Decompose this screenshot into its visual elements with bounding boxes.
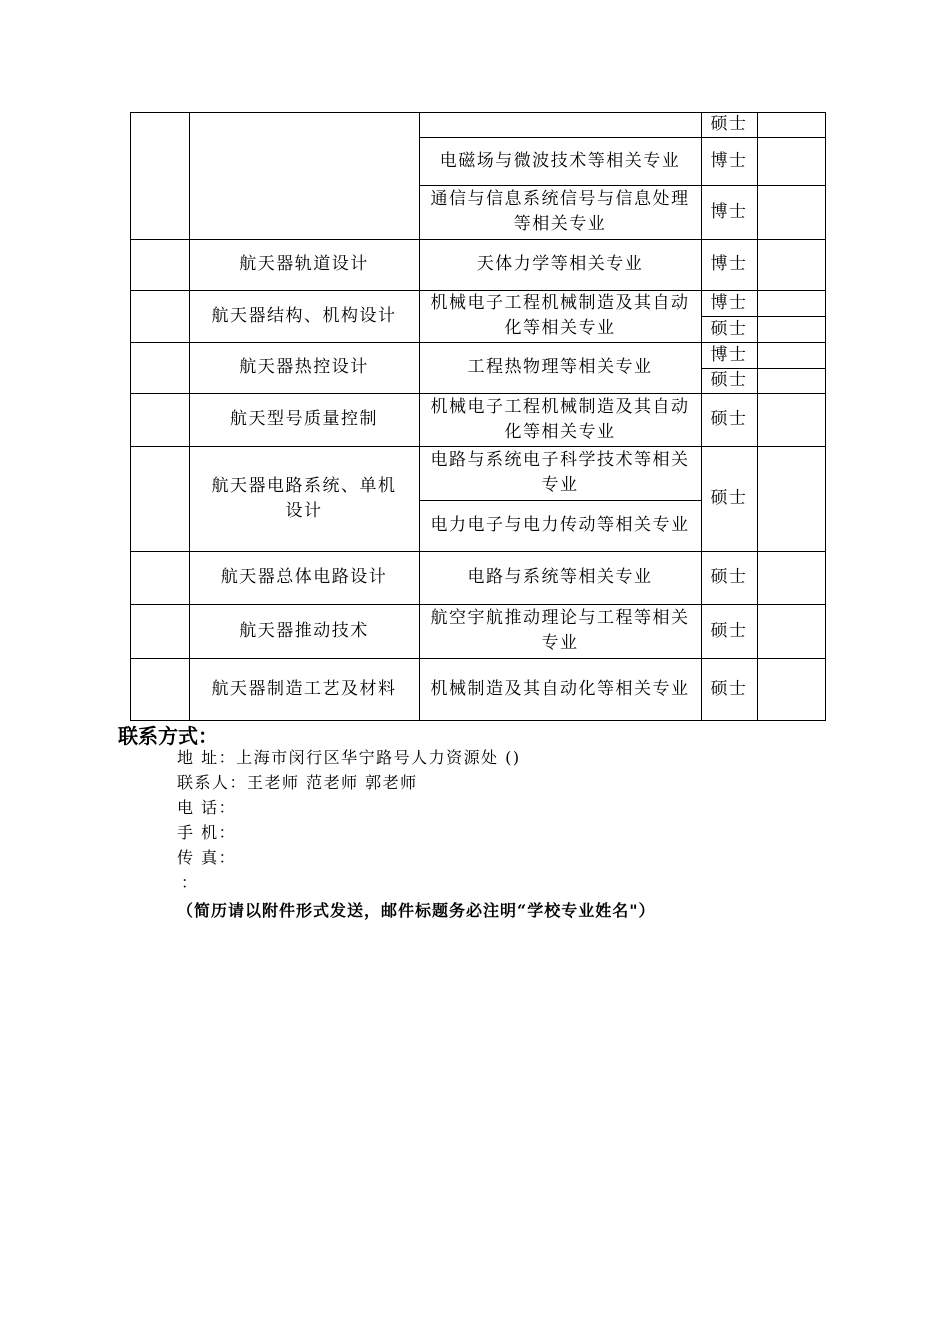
position-cell: 航天器电路系统、单机设计 bbox=[211, 475, 397, 521]
contact-email: ： bbox=[181, 873, 199, 892]
contact-phone: 电 话： bbox=[177, 798, 237, 817]
table-border-left bbox=[130, 112, 131, 721]
position-cell: 航天器制造工艺及材料 bbox=[211, 678, 397, 699]
table-border-right bbox=[825, 112, 826, 721]
degree-cell: 博士 bbox=[710, 254, 748, 274]
degree-cell: 硕士 bbox=[710, 370, 748, 390]
major-cell: 电路与系统电子科学技术等相关专业 bbox=[430, 450, 690, 495]
major-cell: 电路与系统等相关专业 bbox=[467, 567, 653, 587]
contact-heading: 联系方式： bbox=[118, 724, 218, 748]
major-cell: 机械电子工程机械制造及其自动化等相关专业 bbox=[430, 293, 690, 338]
major-cell: 航空宇航推动理论与工程等相关专业 bbox=[430, 608, 690, 653]
contact-address: 地 址：上海市闵行区华宁路号人力资源处 () bbox=[177, 748, 521, 767]
major-cell: 机械制造及其自动化等相关专业 bbox=[430, 678, 690, 699]
major-cell: 电力电子与电力传动等相关专业 bbox=[430, 515, 690, 535]
degree-cell: 硕士 bbox=[710, 114, 748, 134]
position-cell: 航天器轨道设计 bbox=[239, 254, 369, 274]
contact-people: 联系人：王老师 范老师 郭老师 bbox=[177, 773, 418, 792]
degree-cell: 硕士 bbox=[710, 318, 748, 339]
position-cell: 航天器结构、机构设计 bbox=[211, 305, 397, 326]
major-cell: 天体力学等相关专业 bbox=[476, 254, 644, 274]
major-cell: 电磁场与微波技术等相关专业 bbox=[439, 150, 681, 171]
degree-cell: 硕士 bbox=[710, 488, 748, 508]
degree-cell: 硕士 bbox=[710, 567, 748, 587]
major-cell: 工程热物理等相关专业 bbox=[467, 357, 653, 377]
degree-cell: 硕士 bbox=[710, 409, 748, 429]
position-cell: 航天器推动技术 bbox=[239, 620, 369, 641]
contact-mobile: 手 机： bbox=[177, 823, 237, 842]
col-divider bbox=[757, 112, 758, 721]
degree-cell: 博士 bbox=[710, 292, 748, 313]
table-border-bottom bbox=[130, 720, 825, 721]
position-cell: 航天器热控设计 bbox=[239, 357, 369, 377]
position-cell: 航天型号质量控制 bbox=[230, 409, 378, 429]
major-cell: 机械电子工程机械制造及其自动化等相关专业 bbox=[430, 396, 690, 442]
major-cell: 通信与信息系统信号与信息处理等相关专业 bbox=[430, 189, 690, 234]
degree-cell: 博士 bbox=[710, 344, 748, 365]
position-cell: 航天器总体电路设计 bbox=[220, 567, 388, 587]
degree-cell: 博士 bbox=[710, 201, 748, 222]
resume-note: （简历请以附件形式发送，邮件标题务必注明“学校专业姓名"） bbox=[177, 901, 656, 920]
contact-fax: 传 真： bbox=[177, 848, 237, 867]
degree-cell: 硕士 bbox=[710, 678, 748, 699]
degree-cell: 硕士 bbox=[710, 620, 748, 641]
degree-cell: 博士 bbox=[710, 150, 748, 171]
